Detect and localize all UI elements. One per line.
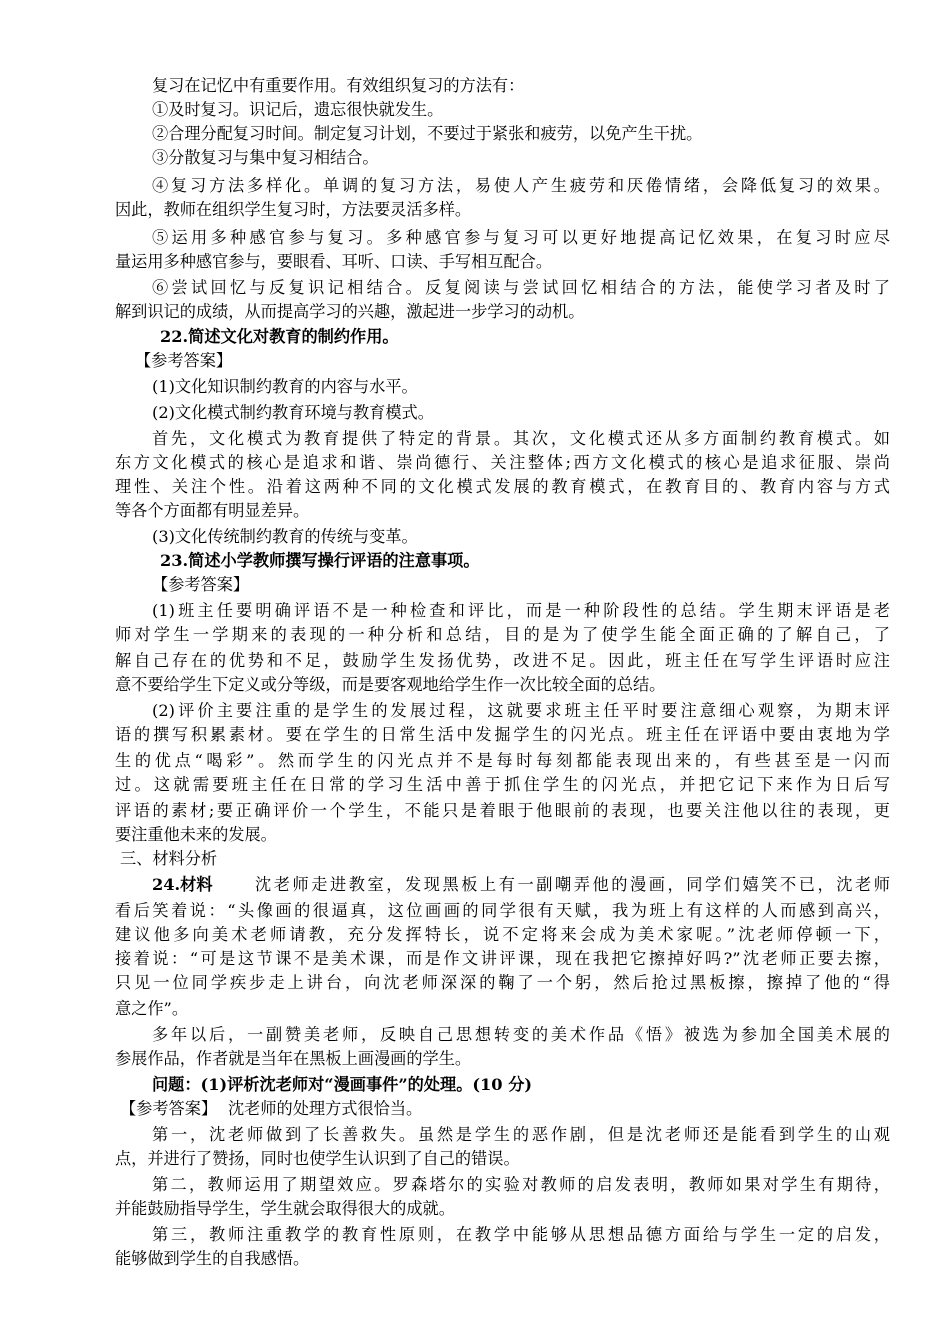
review-item-3: ③分散复习与集中复习相结合。 <box>152 148 379 167</box>
q22-line-7: (3)文化传统制约教育的传统与变革。 <box>152 527 418 546</box>
question-24-label: 24.材料 <box>152 875 213 894</box>
question-24-prompt: 问题：(1)评析沈老师对“漫画事件”的处理。(10 分) <box>152 1075 533 1094</box>
q24-line-6: 意之作”。 <box>115 999 189 1018</box>
review-item-2: ②合理分配复习时间。制定复习计划，不要过于紧张和疲劳，以免产生干扰。 <box>152 124 703 143</box>
q22-line-4: 东方文化模式的核心是追求和谐、崇尚德行、关注整体;西方文化模式的核心是追求征服、崇尚 <box>115 453 890 472</box>
review-item-5-cont: 量运用多种感官参与，要眼看、耳听、口读、手写相互配合。 <box>115 252 553 271</box>
q22-line-3: 首先，文化模式为教育提供了特定的背景。其次，文化模式还从多方面制约教育模式。如 <box>152 429 890 448</box>
review-item-1: ①及时复习。识记后，遗忘很快就发生。 <box>152 100 444 119</box>
q23-line-10: 要注重他未来的发展。 <box>115 825 277 844</box>
q22-line-2: (2)文化模式制约教育环境与教育模式。 <box>152 403 434 422</box>
q24-line-5: 只见一位同学疾步走上讲台，向沈老师深深的鞠了一个躬，然后抢过黑板擦，擦掉了他的“得 <box>115 973 890 992</box>
review-item-6: ⑥尝试回忆与反复识记相结合。反复阅读与尝试回忆相结合的方法，能使学习者及时了 <box>152 278 890 297</box>
q24-answer-line-3: 第二，教师运用了期望效应。罗森塔尔的实验对教师的启发表明，教师如果对学生有期待， <box>152 1175 890 1194</box>
q23-line-3: 解自己存在的优势和不足，鼓励学生发扬优势，改进不足。因此，班主任在写学生评语时应注 <box>115 651 890 670</box>
q24-line-7: 多年以后，一副赞美老师，反映自己思想转变的美术作品《悟》被选为参加全国美术展的 <box>152 1025 890 1044</box>
q23-line-5: (2)评价主要注重的是学生的发展过程，这就要求班主任平时要注意细心观察，为期末评 <box>152 701 890 720</box>
q22-line-5: 理性、关注个性。沿着这两种不同的文化模式发展的教育模式，在教育目的、教育内容与方式 <box>115 477 890 496</box>
q24-line-1: 沈老师走进教室，发现黑板上有一副嘲弄他的漫画，同学们嬉笑不已，沈老师 <box>255 875 890 894</box>
q24-line-2: 看后笑着说：“头像画的很逼真，这位画画的同学很有天赋，我为班上有这样的人而感到高兴， <box>115 901 890 920</box>
q24-line-8: 参展作品，作者就是当年在黑板上画漫画的学生。 <box>115 1049 472 1068</box>
review-item-4-cont: 因此，教师在组织学生复习时，方法要灵活多样。 <box>115 200 472 219</box>
answer-label-23: 【参考答案】 <box>152 575 250 594</box>
q22-line-1: (1)文化知识制约教育的内容与水平。 <box>152 377 418 396</box>
q23-line-2: 师对学生一学期来的表现的一种分析和总结，目的是为了使学生能全面正确的了解自己，了 <box>115 625 890 644</box>
question-23-title: 23.简述小学教师撰写操行评语的注意事项。 <box>160 551 480 570</box>
q24-answer-first: 沈老师的处理方式很恰当。 <box>228 1099 423 1118</box>
q23-line-6: 语的撰写积累素材。要在学生的日常生活中发掘学生的闪光点。班主任在评语中要由衷地为学 <box>115 725 890 744</box>
review-item-5: ⑤运用多种感官参与复习。多种感官参与复习可以更好地提高记忆效果，在复习时应尽 <box>152 228 890 247</box>
q24-line-3: 建议他多向美术老师请教，充分发挥特长，说不定将来会成为美术家呢。”沈老师停顿一下， <box>115 925 890 944</box>
q24-answer-line-1: 第一，沈老师做到了长善救失。虽然是学生的恶作剧，但是沈老师还是能看到学生的山观 <box>152 1125 890 1144</box>
q24-answer-line-5: 第三，教师注重教学的教育性原则，在教学中能够从思想品德方面给与学生一定的启发， <box>152 1225 890 1244</box>
q24-answer-line-2: 点，并进行了赞扬，同时也使学生认识到了自己的错误。 <box>115 1149 520 1168</box>
q23-line-7: 生的优点“喝彩”。然而学生的闪光点并不是每时每刻都能表现出来的，有些甚至是一闪而 <box>115 751 890 770</box>
answer-label-22: 【参考答案】 <box>135 351 233 370</box>
q23-line-8: 过。这就需要班主任在日常的学习生活中善于抓住学生的闪光点，并把它记下来作为日后写 <box>115 775 890 794</box>
q24-answer-line-6: 能够做到学生的自我感悟。 <box>115 1249 310 1268</box>
answer-label-24: 【参考答案】 <box>120 1099 218 1118</box>
q23-line-1: (1)班主任要明确评语不是一种检查和评比，而是一种阶段性的总结。学生期末评语是老 <box>152 601 890 620</box>
q23-line-4: 意不要给学生下定义或分等级，而是要客观地给学生作一次比较全面的总结。 <box>115 675 666 694</box>
q24-answer-line-4: 并能鼓励指导学生，学生就会取得很大的成就。 <box>115 1199 455 1218</box>
review-intro: 复习在记忆中有重要作用。有效组织复习的方法有： <box>152 76 525 95</box>
section-title-material-analysis: 三、材料分析 <box>120 849 218 868</box>
q24-line-4: 接着说：“可是这节课不是美术课，而是作文讲评课，现在我把它擦掉好吗?”沈老师正要去擦， <box>115 949 890 968</box>
q22-line-6: 等各个方面都有明显差异。 <box>115 501 310 520</box>
review-item-6-cont: 解到识记的成绩，从而提高学习的兴趣，激起进一步学习的动机。 <box>115 302 585 321</box>
question-22-title: 22.简述文化对教育的制约作用。 <box>160 327 399 346</box>
review-item-4: ④复习方法多样化。单调的复习方法，易使人产生疲劳和厌倦情绪，会降低复习的效果。 <box>152 176 890 195</box>
q23-line-9: 评语的素材;要正确评价一个学生，不能只是着眼于他眼前的表现，也要关注他以往的表现，更 <box>115 801 890 820</box>
